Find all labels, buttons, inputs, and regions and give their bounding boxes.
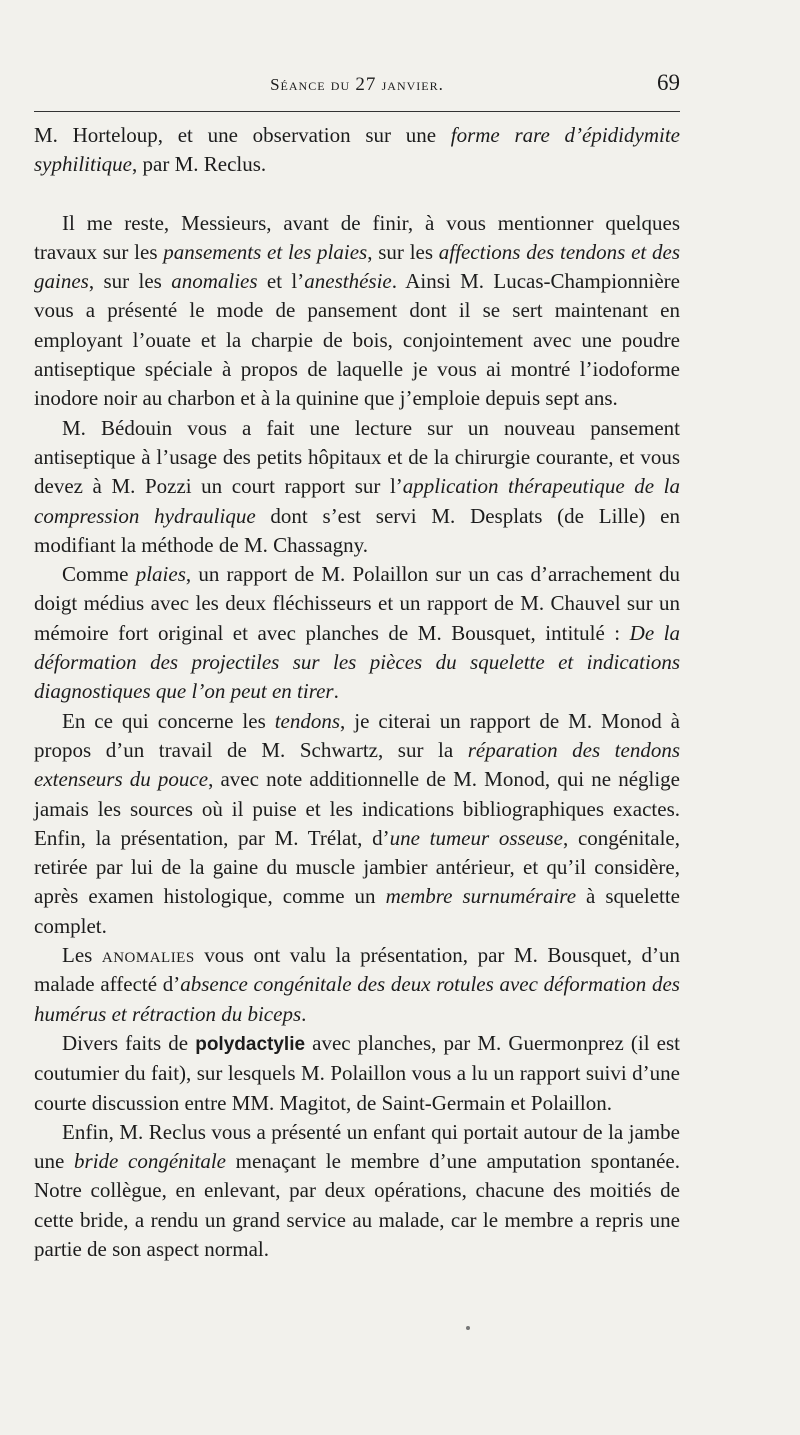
paragraph-7 bbox=[34, 1029, 680, 1118]
text-run: M. Bédouin vous a fait une lecture sur un nouveau pansement antiseptique à l’usage des petits hôpitaux et de la chirurgie courante, et vous devez à M. Pozzi un court rapport sur l’ bbox=[34, 415, 680, 499]
running-title-date: 27 bbox=[355, 74, 377, 95]
text-run: et l’ bbox=[257, 269, 305, 294]
text-run: , un rapport de M. Polaillon sur un cas d’arrachement du doigt médius avec les deux fléchisseurs et un rapport de M. Chauvel sur un mémoire fort original et avec planches de M. Bousquet, intitulé : bbox=[34, 562, 680, 645]
text-run: , congénitale, retirée par lui de la gaine du muscle jambier antérieur, et qu’il considère, après examen histologique, comme un bbox=[34, 825, 680, 909]
text-run: Enfin, M. Reclus vous a présenté un enfant qui portait autour de la jambe une bbox=[34, 1119, 680, 1174]
italic-run: une tumeur osseuse bbox=[389, 825, 563, 850]
italic-run: anesthésie bbox=[304, 269, 392, 294]
text-run: , avec note additionnelle de M. Monod, qui ne néglige jamais les sources où il puise et les indications bibliographiques exactes. Enfin, la présentation, par M. Trélat, d’ bbox=[34, 767, 681, 850]
italic-run: tendons bbox=[274, 708, 341, 733]
paragraph-8 bbox=[34, 1118, 680, 1264]
italic-run: bride congénitale bbox=[74, 1149, 226, 1174]
running-header bbox=[34, 70, 680, 100]
paragraph-5 bbox=[34, 707, 680, 941]
running-title-month: janvier. bbox=[376, 75, 444, 94]
italic-run: forme rare d’épididymite syphilitique bbox=[34, 123, 680, 177]
text-run: dont s’est servi M. Desplats (de Lille) en modifiant la méthode de M. Chassagny. bbox=[34, 503, 680, 557]
text-run: . bbox=[333, 679, 339, 704]
paragraph-6 bbox=[34, 941, 680, 1029]
text-run: Les bbox=[62, 943, 102, 968]
text-run: , sur les bbox=[88, 269, 172, 294]
italic-run: application thérapeutique de la compression hydraulique bbox=[34, 474, 680, 528]
text-run: Il me reste, Messieurs, avant de finir, à vous mentionner quelques travaux sur les bbox=[34, 210, 680, 264]
italic-run: anomalies bbox=[171, 269, 258, 294]
text-run: Comme bbox=[62, 562, 136, 587]
text-run: . Ainsi M. Lucas-Championnière vous a présenté le mode de pansement dont il se sert maintenant en employant l’ouate et la charpie de bois, conjointement avec une poudre antiseptique spéciale à propos de laquelle je vous ai montré l’iodoforme inodore noir au charbon et à la quinine que j’emploie depuis sept ans. bbox=[34, 269, 680, 411]
italic-run: absence congénitale des deux rotules avec déformation des humérus et rétraction du biceps bbox=[34, 972, 680, 1026]
italic-run: membre surnuméraire bbox=[385, 884, 577, 909]
text-run: vous ont valu la présentation, par M. Bousquet, d’un malade affecté d’ bbox=[34, 943, 680, 997]
paragraph-4 bbox=[34, 560, 680, 706]
text-run: menaçant le membre d’une amputation spontanée. Notre collègue, en enlevant, par deux opérations, chacune des moitiés de cette bride, a rendu un grand service au malade, car le membre a repris une partie de son aspect normal. bbox=[34, 1149, 681, 1261]
text-run: Divers faits de bbox=[62, 1030, 196, 1055]
italic-run: De la déformation des projectiles sur les pièces du squelette et indications diagnostiques que l’on peut en tirer bbox=[34, 620, 680, 704]
small-caps-run: anomalies bbox=[101, 943, 195, 968]
text-run: avec planches, par M. Guermonprez (il est coutumier du fait), sur lesquels M. Polaillon vous a lu un rapport suivi d’une courte discussion entre MM. Magitot, de Saint-Germain et Polaillon. bbox=[34, 1030, 680, 1115]
body-text bbox=[34, 121, 680, 1264]
text-run: , par M. Reclus. bbox=[132, 152, 267, 177]
paragraph-2 bbox=[34, 209, 680, 414]
text-run: En ce qui concerne les bbox=[62, 708, 275, 733]
text-run: à squelette complet. bbox=[34, 884, 681, 938]
paragraph-3 bbox=[34, 414, 680, 560]
text-run: M. Horteloup, et une observation sur une bbox=[34, 123, 451, 147]
text-run: , je citerai un rapport de M. Monod à propos d’un travail de M. Schwartz, sur la bbox=[34, 708, 680, 762]
ink-speck bbox=[466, 1326, 470, 1330]
paragraph-1 bbox=[34, 121, 680, 180]
page-number: 69 bbox=[657, 70, 680, 95]
italic-run: pansements et les plaies bbox=[163, 239, 368, 264]
text-run: , sur les bbox=[367, 239, 439, 264]
italic-run: affections des tendons et des gaines bbox=[34, 239, 680, 294]
header-rule bbox=[34, 111, 680, 112]
text-run: . bbox=[301, 1001, 307, 1026]
running-title-text: Séance du bbox=[270, 75, 356, 94]
running-title bbox=[34, 74, 680, 96]
italic-run: plaies bbox=[135, 562, 186, 587]
italic-run: réparation des tendons extenseurs du pouce bbox=[34, 737, 681, 792]
bold-run: polydactylie bbox=[195, 1033, 306, 1055]
